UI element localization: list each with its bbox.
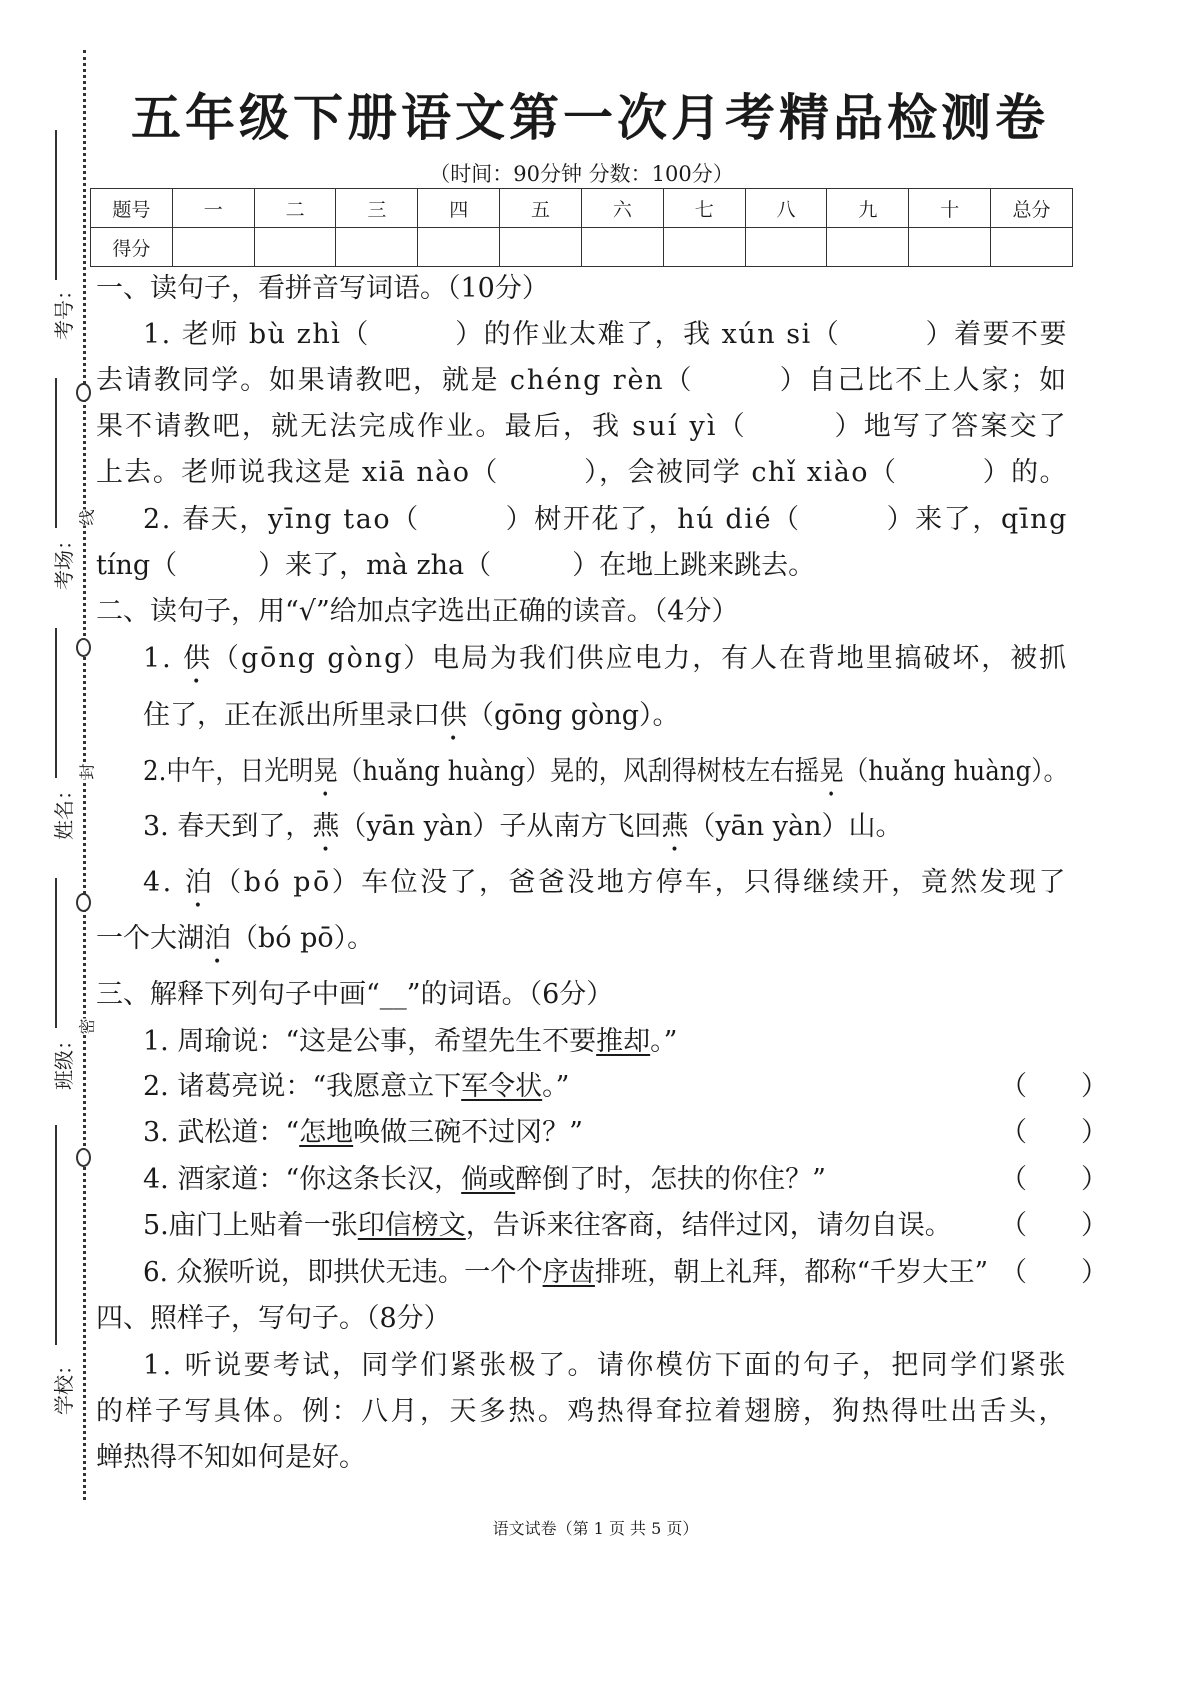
dotted-character: 晃 (313, 756, 338, 787)
text-segment: 住了，正在派出所里录口 (143, 700, 440, 731)
score-table (90, 188, 1073, 267)
text-segment: 排班，朝上礼拜，都称“千岁大王” (594, 1257, 988, 1288)
text-line (96, 1301, 1068, 1337)
score-table-score-row (91, 228, 1073, 267)
text-line-content (96, 1394, 1068, 1430)
text-segment: 6. 众猴听说，即拱伏无违。一个个 (143, 1257, 543, 1288)
score-header-cell: 四 (418, 189, 500, 228)
exam-room-line (55, 378, 57, 528)
text-line (143, 865, 1068, 901)
score-row-label: 得分 (91, 228, 173, 267)
answer-blank[interactable]: （ ） (1000, 1164, 1108, 1195)
text-segment: 四、照样子，写句子。（8分） (96, 1303, 451, 1334)
score-input-cell[interactable] (172, 228, 254, 267)
name-label: 姓名： (52, 780, 76, 840)
text-segment: （huǎng huàng）晃的，风刮得树枝左右摇 (337, 756, 820, 787)
text-segment: 一、读句子，看拼音写词语。（10分） (96, 273, 549, 304)
underlined-term: 印信榜文 (357, 1210, 466, 1241)
text-segment: 2. 诸葛亮说：“我愿意立下 (143, 1071, 462, 1102)
text-segment: 1. 周瑜说：“这是公事，希望先生不要 (143, 1026, 597, 1057)
text-segment: 上去。老师说我这是 xiā nào（ ），会被同学 chǐ xiào（ ）的。 (96, 457, 1068, 488)
text-segment: 醉倒了时，怎扶的你住？” (515, 1164, 826, 1195)
text-line-content (143, 1208, 952, 1244)
text-line-content (143, 809, 902, 858)
score-input-cell[interactable] (991, 228, 1073, 267)
dotted-character: 供 (440, 700, 467, 731)
text-segment: 4. (143, 867, 185, 898)
text-line-content (143, 502, 1068, 538)
text-line-content (96, 271, 549, 307)
score-table-header-row (91, 189, 1073, 228)
score-header-cell: 一 (172, 189, 254, 228)
text-line-content (96, 977, 613, 1013)
underlined-term: 倘或 (461, 1164, 516, 1195)
text-line-content (143, 1024, 677, 1060)
text-line-content (143, 317, 1068, 353)
text-segment: 3. 武松道：“ (143, 1117, 300, 1148)
dotted-character: 供 (183, 643, 213, 674)
score-header-cell: 五 (500, 189, 582, 228)
text-line-content (96, 1301, 451, 1337)
score-header-cell: 总分 (991, 189, 1073, 228)
answer-blank[interactable]: （ ） (1000, 1210, 1108, 1241)
seal-word: 线 (75, 509, 98, 525)
text-segment: （huǎng huàng）。 (843, 756, 1068, 787)
text-segment: （bó pō）。 (231, 923, 375, 954)
score-input-cell[interactable] (254, 228, 336, 267)
text-segment: 唤做三碗不过冈？” (353, 1117, 583, 1148)
answer-blank[interactable]: （ ） (1000, 1257, 1108, 1288)
text-line (96, 363, 1068, 399)
school-label: 学校： (52, 1355, 76, 1415)
text-line (143, 754, 1068, 790)
text-segment: （gōng gòng）电局为我们供应电力，有人在背地里搞破坏，被抓 (212, 643, 1068, 674)
exam-room-label: 考场： (52, 530, 76, 590)
text-line (143, 317, 1068, 353)
text-line-content (96, 363, 1068, 399)
underlined-term: 军令状 (461, 1071, 543, 1102)
text-line (96, 1394, 1068, 1430)
score-header-cell: 三 (336, 189, 418, 228)
text-line-content (143, 1348, 1068, 1384)
score-header-cell: 六 (581, 189, 663, 228)
score-header-cell: 七 (663, 189, 745, 228)
text-segment: 去请教同学。如果请教吧，就是 chéng rèn（ ）自己比不上人家；如 (96, 365, 1068, 396)
text-segment: 3. 春天到了， (143, 811, 313, 842)
text-segment: 二、读句子，用“√”给加点字选出正确的读音。（4分） (96, 596, 739, 627)
text-segment: 果不请教吧，就无法完成作业。最后，我 suí yì（ ）地写了答案交了 (96, 411, 1068, 442)
text-line (143, 1208, 988, 1244)
text-segment: （yān yàn）山。 (688, 811, 903, 842)
text-line-content (96, 548, 815, 584)
text-line (143, 698, 1068, 734)
text-segment: 。” (650, 1026, 678, 1057)
text-segment: ，告诉来往客商，结伴过冈，请勿自误。 (465, 1210, 952, 1241)
text-segment: 2.中午，日光明 (143, 756, 314, 787)
class-label: 班级： (52, 1030, 76, 1090)
text-segment: 5.庙门上贴着一张 (143, 1210, 358, 1241)
score-header-cell: 八 (745, 189, 827, 228)
name-line (55, 628, 57, 778)
text-line-content (143, 1069, 569, 1105)
text-line-content (96, 1440, 366, 1476)
score-input-cell[interactable] (581, 228, 663, 267)
seal-word: 封 (75, 763, 98, 779)
text-line-content (96, 455, 1068, 491)
score-input-cell[interactable] (418, 228, 500, 267)
text-line (143, 809, 1068, 845)
binding-hole-icon (76, 1148, 91, 1167)
text-line (96, 271, 1068, 307)
text-segment: 蝉热得不知如何是好。 (96, 1442, 366, 1473)
text-line (143, 1115, 988, 1151)
class-line (55, 878, 57, 1028)
page-footer: 语文试卷（第 1 页 共 5 页） (492, 1519, 699, 1538)
text-line-content (143, 754, 1068, 803)
text-line (96, 455, 1068, 491)
underlined-term: 序齿 (542, 1257, 595, 1288)
binding-hole-icon (76, 893, 91, 912)
text-segment: 4. 酒家道：“你这条长汉， (143, 1164, 462, 1195)
text-line (96, 921, 1068, 957)
text-segment: （bó pō）车位没了，爸爸没地方停车，只得继续开，竟然发现了 (214, 867, 1069, 898)
text-line-content (143, 641, 1068, 690)
text-segment: 的样子写具体。例：八月，天多热。鸡热得耷拉着翅膀，狗热得吐出舌头， (96, 1396, 1068, 1427)
text-line-content (96, 921, 374, 970)
seal-word: 密 (75, 1018, 98, 1034)
text-segment: 1. 听说要考试，同学们紧张极了。请你模仿下面的句子，把同学们紧张 (143, 1350, 1068, 1381)
dotted-character: 燕 (661, 811, 689, 842)
text-line (143, 1069, 988, 1105)
answer-blank[interactable]: （ ） (1000, 1071, 1108, 1102)
exam-number-line (55, 130, 57, 280)
score-header-cell: 题号 (91, 189, 173, 228)
score-header-cell: 十 (909, 189, 991, 228)
underlined-term: 推却 (596, 1026, 651, 1057)
text-line (96, 594, 1068, 630)
score-input-cell[interactable] (663, 228, 745, 267)
dotted-character: 燕 (312, 811, 340, 842)
underlined-term: 怎地 (299, 1117, 354, 1148)
text-line-content (143, 1115, 583, 1151)
answer-blank[interactable]: （ ） (1000, 1117, 1108, 1148)
text-line-content (143, 865, 1068, 914)
school-line (55, 1125, 57, 1345)
dotted-character: 晃 (819, 756, 844, 787)
dotted-character: 泊 (184, 867, 215, 898)
text-line (96, 409, 1068, 445)
exam-info: （时间：90分钟 分数：100分） (429, 162, 734, 186)
text-line-content (143, 698, 680, 747)
text-line-content (143, 1162, 826, 1198)
text-line-content (143, 1255, 988, 1291)
page-title: 五年级下册语文第一次月考精品检测卷 (131, 89, 1049, 147)
text-segment: 1. 老师 bù zhì（ ）的作业太难了，我 xún si（ ）着要不要 (143, 319, 1068, 350)
text-line (143, 1162, 988, 1198)
score-input-cell[interactable] (336, 228, 418, 267)
text-line (143, 1255, 988, 1291)
text-line (96, 548, 1068, 584)
text-line (96, 977, 1068, 1013)
text-line-content (96, 594, 739, 630)
text-line (143, 1024, 1068, 1060)
text-segment: 2. 春天，yīng tao（ ）树开花了，hú dié（ ）来了，qīng (143, 504, 1068, 535)
score-input-cell[interactable] (909, 228, 991, 267)
score-input-cell[interactable] (500, 228, 582, 267)
text-segment: 。” (542, 1071, 570, 1102)
text-segment: （gōng gòng）。 (467, 700, 680, 731)
text-line (143, 1348, 1068, 1384)
binding-hole-icon (76, 383, 91, 402)
text-line (143, 502, 1068, 538)
text-line (96, 1440, 1068, 1476)
score-input-cell[interactable] (745, 228, 827, 267)
text-line-content (96, 409, 1068, 445)
text-segment: （yān yàn）子从南方飞回 (339, 811, 662, 842)
dotted-character: 泊 (204, 923, 231, 954)
exam-number-label: 考号： (52, 280, 76, 340)
text-segment: 1. (143, 643, 184, 674)
score-input-cell[interactable] (827, 228, 909, 267)
text-segment: tíng（ ）来了，mà zha（ ）在地上跳来跳去。 (96, 550, 816, 581)
score-header-cell: 二 (254, 189, 336, 228)
text-segment: 三、解释下列句子中画“__”的词语。（6分） (96, 979, 614, 1010)
binding-hole-icon (76, 638, 91, 657)
score-header-cell: 九 (827, 189, 909, 228)
text-segment: 一个大湖 (96, 923, 204, 954)
text-line (143, 641, 1068, 677)
